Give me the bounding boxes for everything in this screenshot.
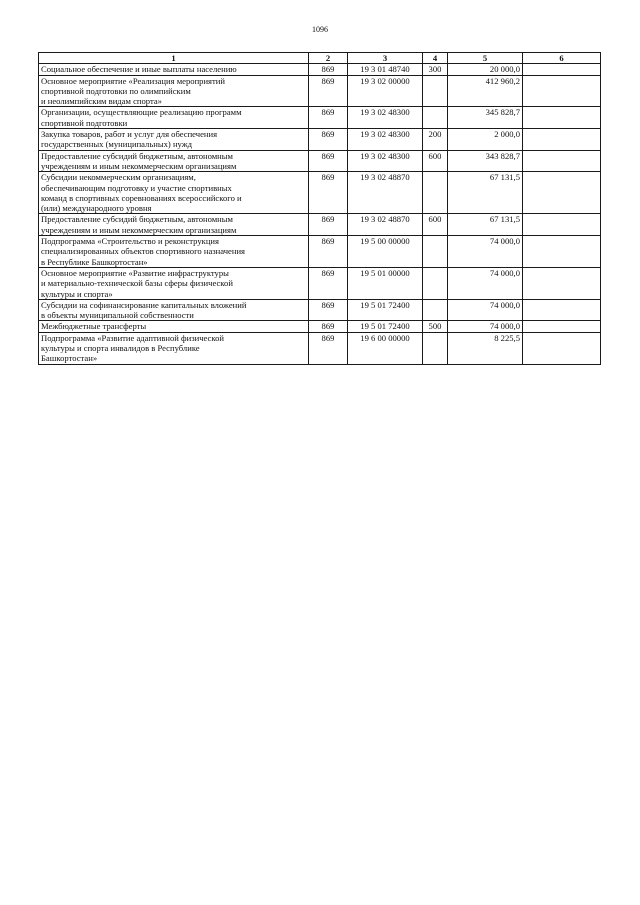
row-amount-cell: 8 225,5 [448, 332, 523, 364]
table-row [39, 75, 601, 107]
row-ministry-cell: 869 [309, 214, 348, 236]
row-ministry-cell: 869 [309, 172, 348, 214]
row-name-cell: Предоставление субсидий бюджетным, автономным учреждениям и иным некоммерческим организациям [39, 214, 309, 236]
row-amount-cell: 67 131,5 [448, 214, 523, 236]
row-expense-type-cell [423, 267, 448, 299]
row-name-cell: Основное мероприятие «Реализация мероприятий спортивной подготовки по олимпийским и неолимпийским видам спорта» [39, 75, 309, 107]
budget-table [38, 52, 601, 365]
row-col6-cell [523, 236, 601, 268]
row-expense-type-cell [423, 332, 448, 364]
row-amount-cell: 345 828,7 [448, 107, 523, 129]
row-expense-type-cell: 600 [423, 150, 448, 172]
row-name-cell: Предоставление субсидий бюджетным, автономным учреждениям и иным некоммерческим организациям [39, 150, 309, 172]
row-amount-cell: 74 000,0 [448, 321, 523, 332]
table-row [39, 64, 601, 75]
row-name-cell: Подпрограмма «Строительство и реконструкция специализированных объектов спортивного назначения в Республике Башкортостан» [39, 236, 309, 268]
row-name-cell: Социальное обеспечение и иные выплаты населению [39, 64, 309, 75]
row-ministry-cell: 869 [309, 299, 348, 321]
row-ministry-cell: 869 [309, 267, 348, 299]
row-name-cell: Организации, осуществляющие реализацию программ спортивной подготовки [39, 107, 309, 129]
row-amount-cell: 74 000,0 [448, 236, 523, 268]
row-target-cell: 19 3 02 48300 [348, 129, 423, 151]
row-amount-cell: 20 000,0 [448, 64, 523, 75]
row-target-cell: 19 3 02 48870 [348, 172, 423, 214]
table-body [39, 64, 601, 364]
table-row [39, 332, 601, 364]
row-col6-cell [523, 299, 601, 321]
row-name-cell: Субсидии некоммерческим организациям, обеспечивающим подготовку и участие спортивных команд в спортивных соревнованиях всероссийского и (или) международного уровня [39, 172, 309, 214]
row-col6-cell [523, 75, 601, 107]
header-col-6: 6 [523, 53, 601, 64]
header-col-3: 3 [348, 53, 423, 64]
row-ministry-cell: 869 [309, 107, 348, 129]
row-col6-cell [523, 332, 601, 364]
row-expense-type-cell: 300 [423, 64, 448, 75]
row-amount-cell: 412 960,2 [448, 75, 523, 107]
row-col6-cell [523, 267, 601, 299]
header-col-4: 4 [423, 53, 448, 64]
row-target-cell: 19 3 02 48300 [348, 150, 423, 172]
row-col6-cell [523, 172, 601, 214]
row-ministry-cell: 869 [309, 64, 348, 75]
row-col6-cell [523, 64, 601, 75]
table-row [39, 214, 601, 236]
row-col6-cell [523, 214, 601, 236]
table-row [39, 236, 601, 268]
row-expense-type-cell: 200 [423, 129, 448, 151]
row-expense-type-cell: 600 [423, 214, 448, 236]
row-target-cell: 19 5 01 72400 [348, 321, 423, 332]
row-expense-type-cell: 500 [423, 321, 448, 332]
header-col-5: 5 [448, 53, 523, 64]
row-amount-cell: 343 828,7 [448, 150, 523, 172]
row-ministry-cell: 869 [309, 75, 348, 107]
row-ministry-cell: 869 [309, 321, 348, 332]
table-row [39, 129, 601, 151]
row-col6-cell [523, 321, 601, 332]
table-row [39, 172, 601, 214]
row-amount-cell: 2 000,0 [448, 129, 523, 151]
row-name-cell: Основное мероприятие «Развитие инфраструктуры и материально-технической базы сферы физической культуры и спорта» [39, 267, 309, 299]
row-expense-type-cell [423, 172, 448, 214]
row-col6-cell [523, 107, 601, 129]
row-amount-cell: 74 000,0 [448, 299, 523, 321]
row-ministry-cell: 869 [309, 150, 348, 172]
table-row [39, 107, 601, 129]
header-row [39, 53, 601, 64]
row-name-cell: Межбюджетные трансферты [39, 321, 309, 332]
row-amount-cell: 74 000,0 [448, 267, 523, 299]
table-row [39, 150, 601, 172]
row-ministry-cell: 869 [309, 332, 348, 364]
row-ministry-cell: 869 [309, 129, 348, 151]
row-expense-type-cell [423, 236, 448, 268]
row-target-cell: 19 5 01 72400 [348, 299, 423, 321]
row-name-cell: Субсидии на софинансирование капитальных вложений в объекты муниципальной собственности [39, 299, 309, 321]
row-target-cell: 19 5 00 00000 [348, 236, 423, 268]
row-expense-type-cell [423, 107, 448, 129]
header-col-2: 2 [309, 53, 348, 64]
row-target-cell: 19 3 02 00000 [348, 75, 423, 107]
row-target-cell: 19 6 00 00000 [348, 332, 423, 364]
table-row [39, 267, 601, 299]
row-name-cell: Подпрограмма «Развитие адаптивной физической культуры и спорта инвалидов в Республике Башкортостан» [39, 332, 309, 364]
table-row [39, 321, 601, 332]
row-col6-cell [523, 129, 601, 151]
row-ministry-cell: 869 [309, 236, 348, 268]
row-col6-cell [523, 150, 601, 172]
row-expense-type-cell [423, 75, 448, 107]
row-name-cell: Закупка товаров, работ и услуг для обеспечения государственных (муниципальных) нужд [39, 129, 309, 151]
row-amount-cell: 67 131,5 [448, 172, 523, 214]
row-target-cell: 19 3 01 48740 [348, 64, 423, 75]
table-row [39, 299, 601, 321]
row-target-cell: 19 3 02 48300 [348, 107, 423, 129]
row-target-cell: 19 3 02 48870 [348, 214, 423, 236]
header-col-1: 1 [39, 53, 309, 64]
table-header [39, 53, 601, 64]
row-target-cell: 19 5 01 00000 [348, 267, 423, 299]
row-expense-type-cell [423, 299, 448, 321]
page-number: 1096 [312, 25, 328, 34]
